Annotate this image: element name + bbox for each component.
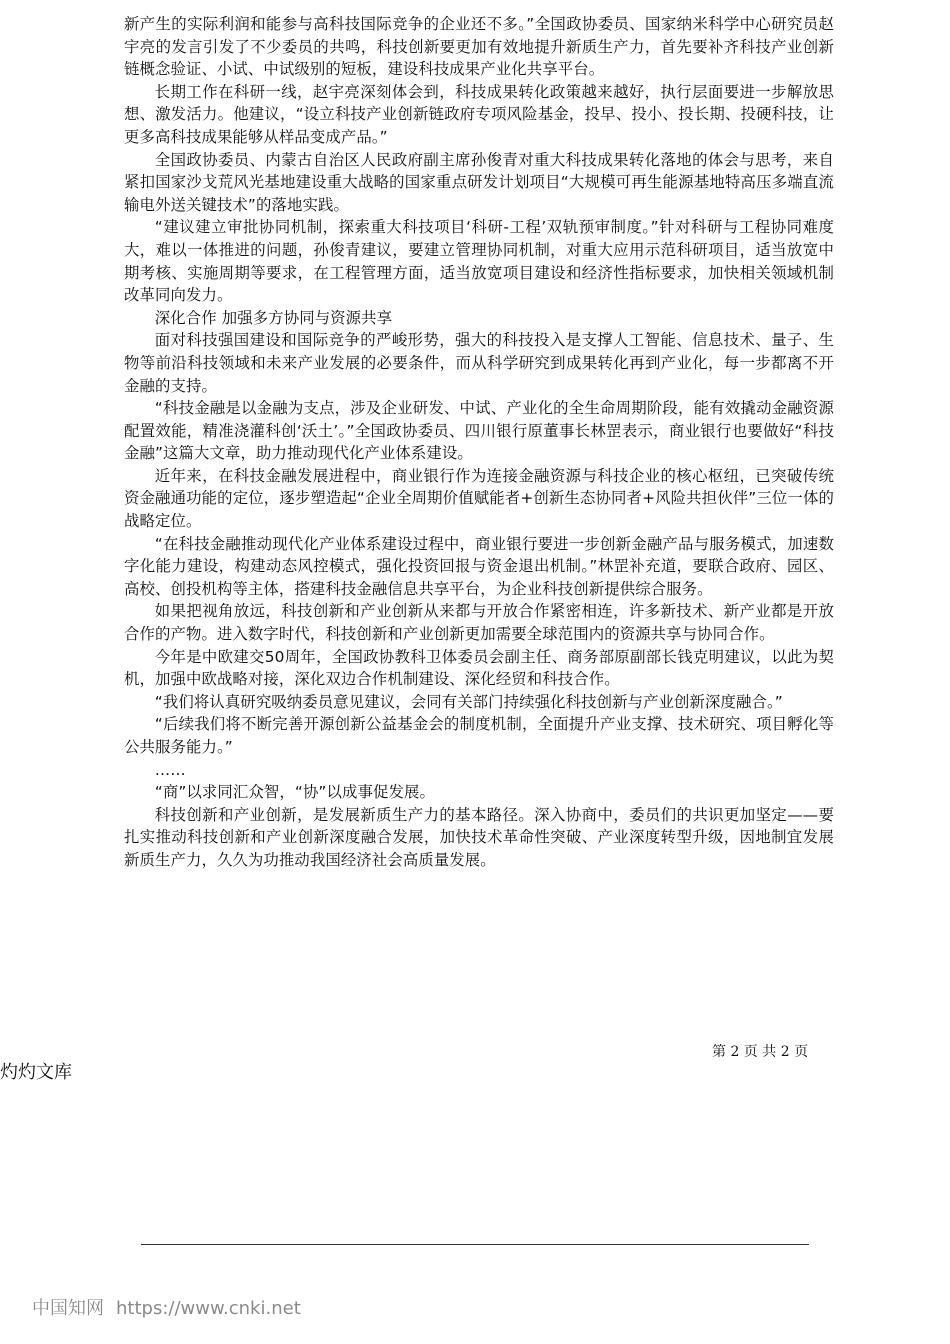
- page-number: 第 2 页 共 2 页: [712, 1044, 809, 1060]
- paragraph: “建议建立审批协同机制，探索重大科技项目‘科研-工程’双轨预审制度。”针对科研与工程协同难度大，难以一体推进的问题，孙俊青建议，要建立管理协同机制，对重大应用示范科研项目，适当放宽中期考核、实施周期等要求，在工程管理方面，适当放宽项目建设和经济性指标要求，加快相关领域机制改革同向发力。: [124, 218, 834, 305]
- paragraph: 全国政协委员、内蒙古自治区人民政府副主席孙俊青对重大科技成果转化落地的体会与思考，来自紧扣国家沙戈荒风光基地建设重大战略的国家重点研发计划项目“大规模可再生能源基地特高压多端直流输电外送关键技术”的落地实践。: [124, 150, 834, 214]
- article-body: [124, 13, 834, 872]
- paragraph: “商”以求同汇众智，“协”以成事促发展。: [154, 783, 435, 802]
- paragraph: 面对科技强国建设和国际竞争的严峻形势，强大的科技投入是支撑人工智能、信息技术、量子、生物等前沿科技领域和未来产业发展的必要条件，而从科学研究到成果转化再到产业化，每一步都离不开金融的支持。: [124, 331, 834, 395]
- ellipsis: ……: [154, 760, 186, 779]
- paragraph: 科技创新和产业创新，是发展新质生产力的基本路径。深入协商中，委员们的共识更加坚定——要扎实推动科技创新和产业创新深度融合发展，加快技术革命性突破、产业深度转型升级，因地制宜发展新质生产力，久久为功推动我国经济社会高质量发展。: [124, 805, 834, 869]
- paragraph: 近年来，在科技金融发展进程中，商业银行作为连接金融资源与科技企业的核心枢纽，已突破传统资金融通功能的定位，逐步塑造起“企业全周期价值赋能者+创新生态协同者+风险共担伙伴”三位一体的战略定位。: [124, 466, 834, 531]
- paragraph: “在科技金融推动现代化产业体系建设过程中，商业银行要进一步创新金融产品与服务模式，加速数字化能力建设，构建动态风控模式，强化投资回报与资金退出机制。”林罡补充道，要联合政府、园区、高校、创投机构等主体，搭建科技金融信息共享平台，为企业科技创新提供综合服务。: [124, 534, 834, 598]
- library-watermark: 灼灼文库: [0, 1062, 72, 1083]
- paragraph: 如果把视角放远，科技创新和产业创新从来都与开放合作紧密相连，许多新技术、新产业都是开放合作的产物。进入数字时代，科技创新和产业创新更加需要全球范围内的资源共享与协同合作。: [124, 602, 834, 644]
- footer-divider: [141, 1244, 809, 1245]
- paragraph: 今年是中欧建交50周年，全国政协教科卫体委员会副主任、商务部原副部长钱克明建议，以此为契机，加强中欧战略对接，深化双边合作机制建设、深化经贸和科技合作。: [124, 647, 834, 689]
- paragraph: 新产生的实际利润和能参与高科技国际竞争的企业还不多。”全国政协委员、国家纳米科学中心研究员赵宇亮的发言引发了不少委员的共鸣，科技创新要更加有效地提升新质生产力，首先要补齐科技产业创新链概念验证、小试、中试级别的短板，建设科技成果产业化共享平台。: [124, 15, 834, 79]
- paragraph: “科技金融是以金融为支点，涉及企业研发、中试、产业化的全生命周期阶段，能有效撬动金融资源配置效能，精准浇灌科创‘沃土’。”全国政协委员、四川银行原董事长林罡表示，商业银行也要做好“科技金融”这篇大文章，助力推动现代化产业体系建设。: [124, 399, 834, 463]
- paragraph: “后续我们将不断完善开源创新公益基金会的制度机制，全面提升产业支撑、技术研究、项目孵化等公共服务能力。”: [124, 715, 834, 756]
- footer-brand: [32, 1294, 301, 1320]
- brand-name: 中国知网: [32, 1298, 104, 1319]
- paragraph: “我们将认真研究吸纳委员意见建议，会同有关部门持续强化科技创新与产业创新深度融合。”: [154, 692, 783, 711]
- brand-url[interactable]: https://www.cnki.net: [116, 1298, 301, 1319]
- section-heading: 深化合作 加强多方协同与资源共享: [154, 308, 393, 327]
- paragraph: 长期工作在科研一线，赵宇亮深刻体会到，科技成果转化政策越来越好，执行层面要进一步解放思想、激发活力。他建议，“设立科技产业创新链政府专项风险基金，投早、投小、投长期、投硬科技，让更多高科技成果能够从样品变成产品。”: [124, 82, 834, 146]
